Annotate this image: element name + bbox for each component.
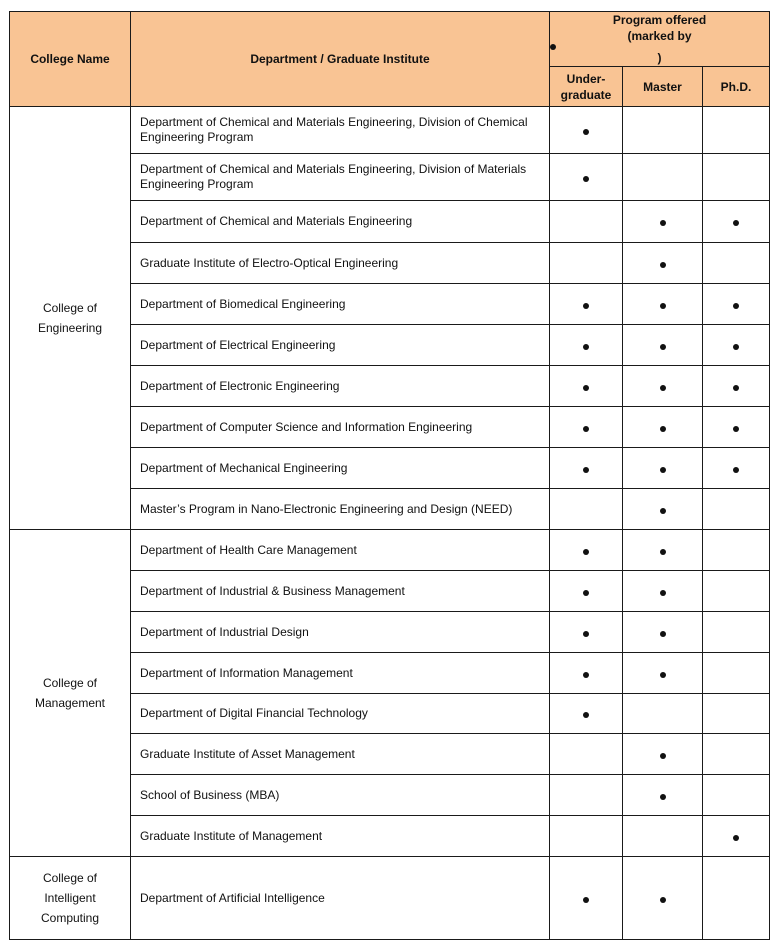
bullet-marker-icon bbox=[660, 467, 666, 473]
undergraduate-mark-cell bbox=[550, 816, 623, 857]
phd-mark-cell bbox=[703, 816, 770, 857]
college-name-header: College Name bbox=[10, 12, 131, 107]
undergraduate-mark-cell bbox=[550, 107, 623, 154]
master-mark-cell bbox=[623, 201, 703, 243]
undergraduate-mark-cell bbox=[550, 775, 623, 816]
bullet-marker-icon bbox=[583, 467, 589, 473]
undergraduate-mark-cell bbox=[550, 284, 623, 325]
phd-mark-cell bbox=[703, 325, 770, 366]
program-offered-line1: Program offered bbox=[612, 13, 707, 27]
phd-mark-cell bbox=[703, 154, 770, 201]
bullet-marker-icon bbox=[583, 129, 589, 135]
master-mark-cell bbox=[623, 407, 703, 448]
college-name-line: Management bbox=[34, 696, 106, 710]
phd-mark-cell bbox=[703, 201, 770, 243]
undergraduate-mark-cell bbox=[550, 407, 623, 448]
undergraduate-mark-cell bbox=[550, 530, 623, 571]
bullet-marker-icon bbox=[733, 344, 739, 350]
department-name-cell: Graduate Institute of Management bbox=[131, 816, 550, 857]
bullet-marker-icon bbox=[660, 590, 666, 596]
college-name-line: College of bbox=[42, 301, 98, 315]
undergraduate-mark-cell bbox=[550, 325, 623, 366]
bullet-marker-icon bbox=[660, 794, 666, 800]
department-name-cell: Department of Artificial Intelligence bbox=[131, 857, 550, 940]
bullet-marker-icon bbox=[660, 262, 666, 268]
bullet-marker-icon bbox=[660, 220, 666, 226]
undergraduate-mark-cell bbox=[550, 201, 623, 243]
phd-mark-cell bbox=[703, 734, 770, 775]
bullet-marker-icon bbox=[660, 303, 666, 309]
undergraduate-mark-cell bbox=[550, 154, 623, 201]
phd-mark-cell bbox=[703, 284, 770, 325]
phd-header: Ph.D. bbox=[703, 67, 770, 107]
undergraduate-mark-cell bbox=[550, 694, 623, 734]
undergraduate-mark-cell bbox=[550, 489, 623, 530]
program-offered-line2: (marked by ) bbox=[550, 28, 769, 66]
undergraduate-mark-cell bbox=[550, 857, 623, 940]
college-name-cell bbox=[10, 857, 131, 940]
department-name-cell: Department of Chemical and Materials Engineering, Division of Chemical Engineering Program bbox=[131, 107, 550, 154]
master-mark-cell bbox=[623, 284, 703, 325]
undergraduate-mark-cell bbox=[550, 243, 623, 284]
undergraduate-mark-cell bbox=[550, 612, 623, 653]
master-mark-cell bbox=[623, 653, 703, 694]
bullet-marker-icon bbox=[660, 672, 666, 678]
bullet-marker-icon bbox=[550, 44, 556, 50]
department-name-cell: Department of Information Management bbox=[131, 653, 550, 694]
department-name-cell: Department of Computer Science and Information Engineering bbox=[131, 407, 550, 448]
bullet-marker-icon bbox=[583, 897, 589, 903]
phd-mark-cell bbox=[703, 612, 770, 653]
bullet-marker-icon bbox=[583, 344, 589, 350]
phd-mark-cell bbox=[703, 243, 770, 284]
undergraduate-mark-cell bbox=[550, 653, 623, 694]
master-mark-cell bbox=[623, 571, 703, 612]
bullet-marker-icon bbox=[583, 426, 589, 432]
department-name-cell: Department of Digital Financial Technology bbox=[131, 694, 550, 734]
department-name-cell: Graduate Institute of Asset Management bbox=[131, 734, 550, 775]
undergraduate-mark-cell bbox=[550, 366, 623, 407]
bullet-marker-icon bbox=[583, 590, 589, 596]
phd-mark-cell bbox=[703, 489, 770, 530]
bullet-marker-icon bbox=[583, 712, 589, 718]
phd-mark-cell bbox=[703, 857, 770, 940]
department-name-cell: Department of Electrical Engineering bbox=[131, 325, 550, 366]
phd-mark-cell bbox=[703, 366, 770, 407]
college-name-line: Engineering bbox=[37, 321, 103, 335]
department-name-cell: School of Business (MBA) bbox=[131, 775, 550, 816]
college-name-line: Computing bbox=[40, 911, 100, 925]
department-header: Department / Graduate Institute bbox=[131, 12, 550, 107]
master-mark-cell bbox=[623, 816, 703, 857]
bullet-marker-icon bbox=[733, 220, 739, 226]
bullet-marker-icon bbox=[660, 753, 666, 759]
table-row bbox=[10, 107, 770, 154]
program-table bbox=[9, 11, 770, 940]
bullet-marker-icon bbox=[660, 631, 666, 637]
master-mark-cell bbox=[623, 448, 703, 489]
undergraduate-mark-cell bbox=[550, 448, 623, 489]
master-mark-cell bbox=[623, 694, 703, 734]
department-name-cell: Department of Industrial Design bbox=[131, 612, 550, 653]
undergraduate-mark-cell bbox=[550, 734, 623, 775]
undergraduate-mark-cell bbox=[550, 571, 623, 612]
program-offered-header bbox=[550, 12, 770, 67]
master-mark-cell bbox=[623, 489, 703, 530]
bullet-marker-icon bbox=[583, 672, 589, 678]
bullet-marker-icon bbox=[583, 176, 589, 182]
department-name-cell: Department of Biomedical Engineering bbox=[131, 284, 550, 325]
master-mark-cell bbox=[623, 325, 703, 366]
master-mark-cell bbox=[623, 107, 703, 154]
bullet-marker-icon bbox=[660, 897, 666, 903]
bullet-marker-icon bbox=[733, 467, 739, 473]
master-mark-cell bbox=[623, 612, 703, 653]
department-name-cell: Department of Industrial & Business Management bbox=[131, 571, 550, 612]
table-body bbox=[10, 107, 770, 940]
master-mark-cell bbox=[623, 366, 703, 407]
college-name-cell bbox=[10, 107, 131, 530]
college-name-line: College of bbox=[42, 871, 98, 885]
table-row bbox=[10, 530, 770, 571]
bullet-marker-icon bbox=[660, 549, 666, 555]
master-mark-cell bbox=[623, 243, 703, 284]
college-name-line: Intelligent bbox=[44, 891, 96, 905]
bullet-marker-icon bbox=[583, 631, 589, 637]
bullet-marker-icon bbox=[660, 344, 666, 350]
bullet-marker-icon bbox=[583, 303, 589, 309]
bullet-marker-icon bbox=[660, 508, 666, 514]
college-name-cell bbox=[10, 530, 131, 857]
department-name-cell: Department of Chemical and Materials Engineering, Division of Materials Engineering Program bbox=[131, 154, 550, 201]
bullet-marker-icon bbox=[733, 303, 739, 309]
department-name-cell: Department of Chemical and Materials Engineering bbox=[131, 201, 550, 243]
bullet-marker-icon bbox=[733, 835, 739, 841]
master-mark-cell bbox=[623, 154, 703, 201]
master-header: Master bbox=[623, 67, 703, 107]
phd-mark-cell bbox=[703, 107, 770, 154]
bullet-marker-icon bbox=[733, 385, 739, 391]
bullet-marker-icon bbox=[583, 385, 589, 391]
table-header bbox=[10, 12, 770, 107]
phd-mark-cell bbox=[703, 775, 770, 816]
master-mark-cell bbox=[623, 734, 703, 775]
department-name-cell: Department of Mechanical Engineering bbox=[131, 448, 550, 489]
master-mark-cell bbox=[623, 775, 703, 816]
master-mark-cell bbox=[623, 857, 703, 940]
department-name-cell: Department of Electronic Engineering bbox=[131, 366, 550, 407]
department-name-cell: Department of Health Care Management bbox=[131, 530, 550, 571]
phd-mark-cell bbox=[703, 448, 770, 489]
phd-mark-cell bbox=[703, 407, 770, 448]
phd-mark-cell bbox=[703, 530, 770, 571]
department-name-cell: Master’s Program in Nano-Electronic Engineering and Design (NEED) bbox=[131, 489, 550, 530]
undergraduate-header: Under- graduate bbox=[550, 67, 623, 107]
table-row bbox=[10, 857, 770, 940]
phd-mark-cell bbox=[703, 571, 770, 612]
bullet-marker-icon bbox=[660, 385, 666, 391]
bullet-marker-icon bbox=[660, 426, 666, 432]
master-mark-cell bbox=[623, 530, 703, 571]
phd-mark-cell bbox=[703, 653, 770, 694]
bullet-marker-icon bbox=[733, 426, 739, 432]
phd-mark-cell bbox=[703, 694, 770, 734]
bullet-marker-icon bbox=[583, 549, 589, 555]
department-name-cell: Graduate Institute of Electro-Optical Engineering bbox=[131, 243, 550, 284]
college-name-line: College of bbox=[42, 676, 98, 690]
program-table-container bbox=[9, 11, 770, 940]
